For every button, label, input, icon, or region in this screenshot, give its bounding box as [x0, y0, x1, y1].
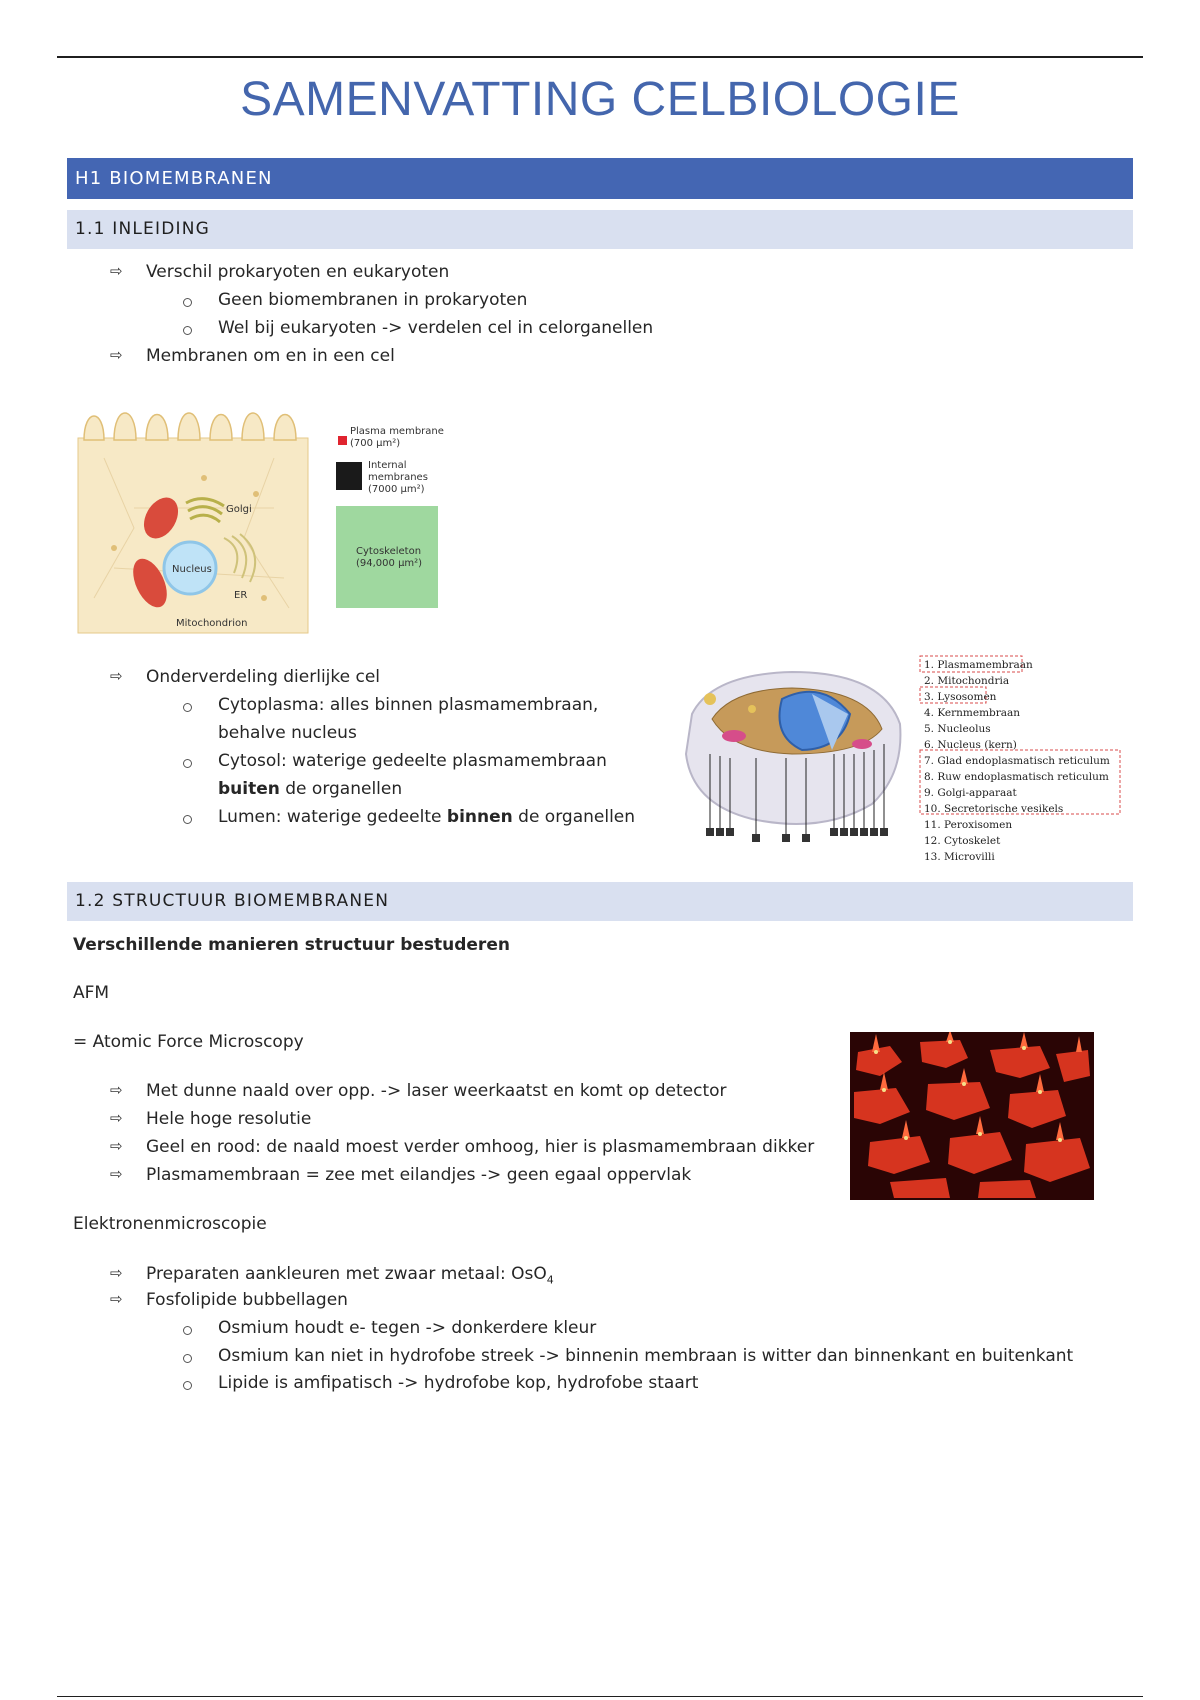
afm-image: [850, 1032, 1094, 1200]
legend-internal-value: (7000 µm²): [368, 484, 425, 495]
section-heading-1-2: 1.2 STRUCTUUR BIOMEMBRANEN: [67, 882, 1133, 921]
sub-bullet-text: Osmium kan niet in hydrofobe streek -> binnenin membraan is witter dan binnenkant en buitenkant: [218, 1346, 1074, 1366]
bullet-text: Preparaten aankleuren met zwaar metaal: OsO$_4$: [146, 1264, 554, 1287]
arrow-bullet-icon: ⇨: [110, 667, 123, 685]
arrow-bullet-icon: ⇨: [110, 1137, 123, 1155]
circle-bullet-icon: [183, 759, 192, 768]
bullet-text: Verschil prokaryoten en eukaryoten: [146, 262, 450, 282]
organelle-label: 10. Secretorische vesikels: [924, 803, 1064, 815]
circle-bullet-icon: [183, 298, 192, 307]
afm-definition: = Atomic Force Microscopy: [73, 1032, 304, 1052]
sub-bullet-text: Geen biomembranen in prokaryoten: [218, 290, 528, 310]
subsection-intro: Verschillende manieren structuur bestuderen: [73, 935, 510, 955]
organelle-label: 12. Cytoskelet: [924, 835, 1001, 847]
nucleus-label: Nucleus: [172, 564, 212, 575]
sub-bullet-text: buiten de organellen: [218, 779, 403, 799]
organelle-label: 9. Golgi-apparaat: [924, 787, 1017, 799]
sub-bullet-text: Osmium houdt e- tegen -> donkerdere kleur: [218, 1318, 597, 1338]
circle-bullet-icon: [183, 326, 192, 335]
bullet-text: Geel en rood: de naald moest verder omhoog, hier is plasmamembraan dikker: [146, 1137, 815, 1157]
circle-bullet-icon: [183, 815, 192, 824]
arrow-bullet-icon: ⇨: [110, 1081, 123, 1099]
organelle-label: 2. Mitochondria: [924, 675, 1010, 687]
organelle-label: 7. Glad endoplasmatisch reticulum: [924, 755, 1110, 767]
bullet-text: Fosfolipide bubbellagen: [146, 1290, 348, 1310]
bullet-text: Plasmamembraan = zee met eilandjes -> geen egaal oppervlak: [146, 1165, 692, 1185]
internal-legend-swatch: [336, 462, 362, 490]
sub-bullet-text: Cytosol: waterige gedeelte plasmamembraan: [218, 751, 607, 771]
plasma-legend-swatch: [338, 436, 347, 445]
legend-plasma-value: (700 µm²): [350, 438, 401, 449]
arrow-bullet-icon: ⇨: [110, 346, 123, 364]
organelle-label: 1. Plasmamembraan: [924, 659, 1033, 671]
sub-bullet-text: Lipide is amfipatisch -> hydrofobe kop, hydrofobe staart: [218, 1373, 699, 1393]
membranes-figure: [74, 398, 454, 638]
sub-bullet-text: Cytoplasma: alles binnen plasmamembraan,: [218, 695, 599, 715]
top-rule: [57, 56, 1143, 58]
circle-bullet-icon: [183, 1326, 192, 1335]
organelle-label: 13. Microvilli: [924, 851, 995, 863]
er-label: ER: [234, 590, 248, 601]
bottom-rule: [57, 1696, 1143, 1697]
cytoskeleton-legend-swatch: [336, 506, 438, 608]
organelle-label: 4. Kernmembraan: [924, 707, 1021, 719]
legend-cytoskeleton-value: (94,000 µm²): [356, 558, 423, 569]
mitochondrion-label: Mitochondrion: [176, 618, 248, 629]
section-heading-1-1: 1.1 INLEIDING: [67, 210, 1133, 249]
sub-bullet-text: Lumen: waterige gedeelte binnen de organellen: [218, 807, 636, 827]
legend-internal: Internal: [368, 460, 407, 471]
golgi-label: Golgi: [226, 504, 252, 515]
arrow-bullet-icon: ⇨: [110, 1109, 123, 1127]
document-title: SAMENVATTING CELBIOLOGIE: [240, 73, 960, 126]
bullet-text: Hele hoge resolutie: [146, 1109, 312, 1129]
circle-bullet-icon: [183, 1354, 192, 1363]
sub-bullet-text: Wel bij eukaryoten -> verdelen cel in celorganellen: [218, 318, 654, 338]
circle-bullet-icon: [183, 1381, 192, 1390]
arrow-bullet-icon: ⇨: [110, 1264, 123, 1282]
organelle-label: 6. Nucleus (kern): [924, 739, 1017, 751]
bullet-text: Met dunne naald over opp. -> laser weerkaatst en komt op detector: [146, 1081, 727, 1101]
bullet-text: Onderverdeling dierlijke cel: [146, 667, 381, 687]
chapter-heading: H1 BIOMEMBRANEN: [67, 158, 1133, 199]
arrow-bullet-icon: ⇨: [110, 262, 123, 280]
afm-heading: AFM: [73, 983, 110, 1003]
organelle-label: 8. Ruw endoplasmatisch reticulum: [924, 771, 1109, 783]
em-heading: Elektronenmicroscopie: [73, 1214, 267, 1234]
bullet-text: Membranen om en in een cel: [146, 346, 395, 366]
organelle-label: 5. Nucleolus: [924, 723, 991, 735]
legend-plasma: Plasma membrane: [350, 426, 444, 437]
circle-bullet-icon: [183, 703, 192, 712]
organelle-label: 11. Peroxisomen: [924, 819, 1013, 831]
legend-cytoskeleton: Cytoskeleton: [356, 546, 422, 557]
sub-bullet-text: behalve nucleus: [218, 723, 357, 743]
arrow-bullet-icon: ⇨: [110, 1165, 123, 1183]
legend-internal-2: membranes: [368, 472, 428, 483]
arrow-bullet-icon: ⇨: [110, 1290, 123, 1308]
organelle-label: 3. Lysosomen: [924, 691, 997, 703]
animal-cell-figure: [672, 654, 1128, 866]
